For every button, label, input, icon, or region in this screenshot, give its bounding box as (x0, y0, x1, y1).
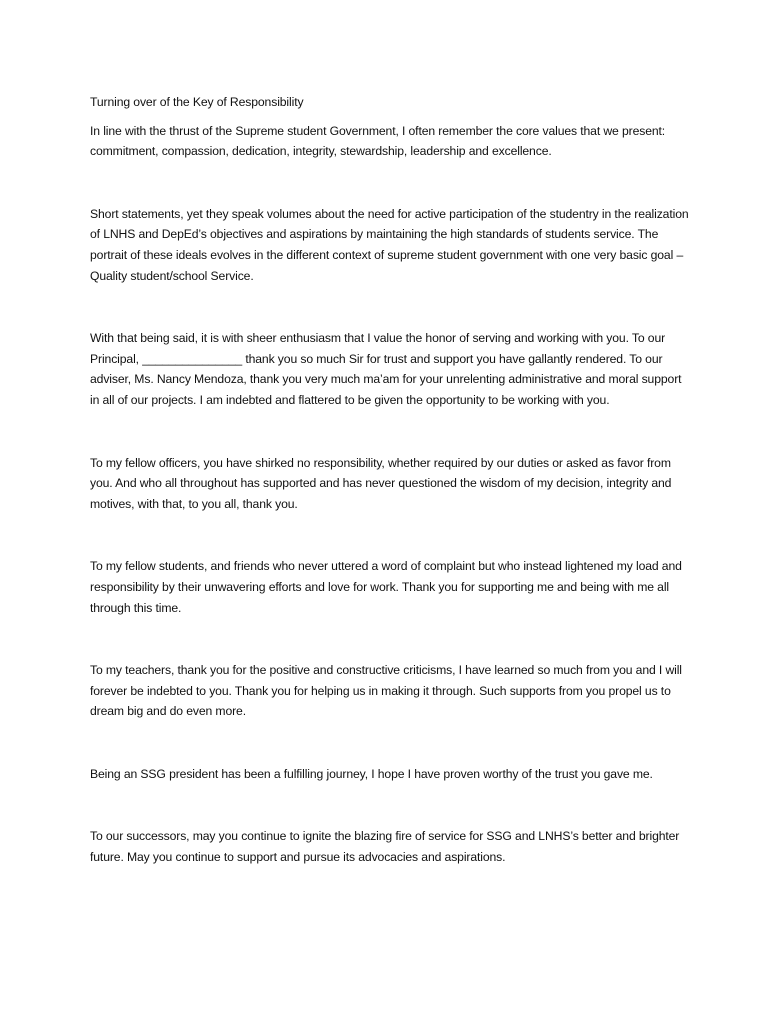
paragraph-teachers: To my teachers, thank you for the positive and constructive criticisms, I have learned so much from you and I will forever be indebted to you. Thank you for helping us in making it through. Such supports from you propel us to dream big and do even more. (90, 663, 682, 719)
paragraph-principal-adviser: With that being said, it is with sheer enthusiasm that I value the honor of serving and working with you. To our Principal, _______________ thank you so much Sir for trust and support you have gallantly rendered. To our adviser, Ms. Nancy Mendoza, thank you very much ma’am for your unrelenting administrative and moral support in all of our projects. I am indebted and flattered to be given the opportunity to be working with you. (90, 331, 682, 407)
paragraph-successors: To our successors, may you continue to ignite the blazing fire of service for SSG and LNHS’s better and brighter future. May you continue to support and pursue its advocacies and aspirations. (90, 829, 680, 865)
document-page (90, 92, 690, 868)
document-title: Turning over of the Key of Responsibility (90, 95, 304, 109)
paragraph-statements: Short statements, yet they speak volumes about the need for active participation of the studentry in the realization of LNHS and DepEd’s objectives and aspirations by maintaining the high standards of students service. The portrait of these ideals evolves in the different context of supreme student government with one very basic goal – Quality student/school Service. (90, 206, 689, 283)
paragraph-fellow-students: To my fellow students, and friends who never uttered a word of complaint but who instead lightened my load and responsibility by their unwavering efforts and love for work. Thank you for supporting me and being with me all through this time. (90, 559, 682, 615)
paragraph-core-values: In line with the thrust of the Supreme student Government, I often remember the core values that we present: commitment, compassion, dedication, integrity, stewardship, leadership and excellence. (90, 123, 666, 159)
paragraph-fellow-officers: To my fellow officers, you have shirked no responsibility, whether required by our duties or asked as favor from you. And who all throughout has supported and has never questioned the wisdom of my decision, integrity and motives, with that, to you all, thank you. (90, 455, 672, 511)
paragraph-ssg-president: Being an SSG president has been a fulfilling journey, I hope I have proven worthy of the trust you gave me. (90, 766, 653, 781)
